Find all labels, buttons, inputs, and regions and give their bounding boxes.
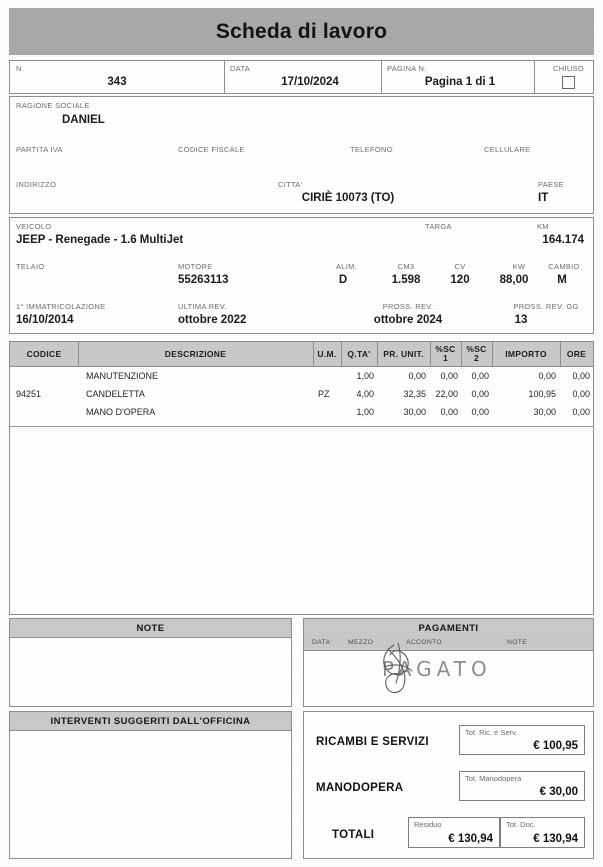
cell-descrizione: MANO D'OPERA xyxy=(86,407,156,417)
plate-label: TARGA xyxy=(425,222,452,231)
city-value: CIRIÈ 10073 (TO) xyxy=(301,192,395,204)
closed-checkbox[interactable] xyxy=(562,76,575,89)
cell-qta: 4,00 xyxy=(356,389,374,399)
parts-box-label: Tot. Ric. e Serv. xyxy=(465,728,518,737)
chassis-label: TELAIO xyxy=(16,262,45,271)
items-table-header xyxy=(10,342,593,367)
cell-qta: 1,00 xyxy=(356,407,374,417)
notes-content[interactable] xyxy=(16,643,285,702)
col-header-um: U.M. xyxy=(317,348,337,359)
cell-ore: 0,00 xyxy=(572,389,590,399)
header-divider-2 xyxy=(381,61,382,93)
cell-pr-unit: 0,00 xyxy=(408,371,426,381)
cell-pr-unit: 30,00 xyxy=(403,407,426,417)
cell-sc2: 0,00 xyxy=(471,371,489,381)
fiscal-code-label: CODICE FISCALE xyxy=(178,145,245,154)
cell-sc2: 0,00 xyxy=(471,389,489,399)
payments-title: PAGAMENTI xyxy=(304,619,593,638)
page-title: Scheda di lavoro xyxy=(215,19,388,43)
cm3-label: CM3 xyxy=(397,262,415,271)
page-number-label: PAGINA N. xyxy=(387,64,427,73)
table-row[interactable] xyxy=(10,367,593,385)
cell-importo: 0,00 xyxy=(538,371,556,381)
payments-col-deposit: ACCONTO xyxy=(406,639,442,646)
header-divider-1 xyxy=(224,61,225,93)
engine-label: MOTORE xyxy=(178,262,213,271)
col-header-qta: Q.TA' xyxy=(347,348,371,359)
cell-sc1: 22,00 xyxy=(435,389,458,399)
cell-descrizione: CANDELETTA xyxy=(86,389,145,399)
date-value: 17/10/2024 xyxy=(281,76,339,88)
engine-value: 55263113 xyxy=(178,274,229,286)
cell-ore: 0,00 xyxy=(572,371,590,381)
suggested-works-content[interactable] xyxy=(16,736,285,854)
totals-label: TOTALI xyxy=(332,829,375,841)
document-total-value: € 130,94 xyxy=(533,833,578,845)
cell-ore: 0,00 xyxy=(572,407,590,417)
document-total-box xyxy=(500,817,585,848)
residual-value: € 130,94 xyxy=(448,833,493,845)
address-label: INDIRIZZO xyxy=(16,180,57,189)
labour-label: MANODOPERA xyxy=(316,782,404,794)
number-value: 343 xyxy=(107,76,127,88)
gearbox-label: CAMBIO xyxy=(548,262,580,271)
first-registration-value: 16/10/2014 xyxy=(16,314,74,326)
cell-sc1: 0,00 xyxy=(440,371,458,381)
country-value: IT xyxy=(538,192,549,204)
page-number-value: Pagina 1 di 1 xyxy=(424,76,496,88)
document-title-banner xyxy=(9,8,594,55)
closed-label: CHIUSO xyxy=(553,64,584,73)
col-header-ore: ORE xyxy=(566,348,587,359)
kw-label: KW xyxy=(512,262,526,271)
colsep-2 xyxy=(313,342,314,366)
colsep-8 xyxy=(560,342,561,366)
next-revision-days-value: 13 xyxy=(514,314,528,326)
col-header-sc2: %SC 2 xyxy=(466,344,487,363)
suggested-works-title: INTERVENTI SUGGERITI DALL'OFFICINA xyxy=(10,712,291,731)
notes-section xyxy=(9,618,292,707)
phone-label: TELEFONO xyxy=(350,145,393,154)
cell-um: PZ xyxy=(318,389,330,399)
payments-section xyxy=(303,618,594,707)
cell-importo: 30,00 xyxy=(533,407,556,417)
date-label: DATA xyxy=(230,64,251,73)
vehicle-value: JEEP - Renegade - 1.6 MultiJet xyxy=(16,234,184,246)
last-revision-label: ULTIMA REV. xyxy=(178,302,227,311)
colsep-4 xyxy=(377,342,378,366)
cell-descrizione: MANUTENZIONE xyxy=(86,371,158,381)
company-value: DANIEL xyxy=(62,114,105,126)
vehicle-section xyxy=(9,217,594,334)
last-revision-value: ottobre 2022 xyxy=(178,314,247,326)
labour-total-box xyxy=(459,771,585,801)
labour-total-value: € 30,00 xyxy=(539,786,578,798)
number-label: N. xyxy=(16,64,25,73)
country-label: PAESE xyxy=(538,180,564,189)
header-strip xyxy=(9,60,594,94)
kw-value: 88,00 xyxy=(499,274,529,286)
km-label: KM xyxy=(537,222,549,231)
colsep-5 xyxy=(430,342,431,366)
first-registration-label: 1° IMMATRICOLAZIONE xyxy=(16,302,106,311)
next-revision-label: PROSS. REV. xyxy=(382,302,434,311)
parts-total-value: € 100,95 xyxy=(533,740,578,752)
colsep-7 xyxy=(492,342,493,366)
cell-sc1: 0,00 xyxy=(440,407,458,417)
cell-qta: 1,00 xyxy=(356,371,374,381)
km-value: 164.174 xyxy=(542,234,584,246)
gearbox-value: M xyxy=(557,274,567,286)
cell-importo: 100,95 xyxy=(528,389,556,399)
parts-total-box xyxy=(459,725,585,755)
col-header-sc1: %SC 1 xyxy=(435,344,456,363)
mobile-label: CELLULARE xyxy=(484,145,531,154)
col-header-pr-unit: PR. UNIT. xyxy=(383,348,424,359)
cv-value: 120 xyxy=(450,274,470,286)
cm3-value: 1.598 xyxy=(391,274,421,286)
totals-section xyxy=(303,711,594,859)
vehicle-label: VEICOLO xyxy=(16,222,52,231)
residual-box-label: Residuo xyxy=(414,820,442,829)
cell-sc2: 0,00 xyxy=(471,407,489,417)
suggested-works-section xyxy=(9,711,292,859)
colsep-6 xyxy=(461,342,462,366)
items-table xyxy=(9,341,594,615)
col-header-codice: CODICE xyxy=(26,348,62,359)
customer-section xyxy=(9,96,594,214)
vat-label: PARTITA IVA xyxy=(16,145,63,154)
items-rows-divider xyxy=(10,426,593,427)
table-row[interactable] xyxy=(10,403,593,421)
payments-col-note: NOTE xyxy=(507,639,528,646)
colsep-1 xyxy=(78,342,79,366)
residual-box xyxy=(408,817,500,848)
col-header-importo: IMPORTO xyxy=(505,348,547,359)
fuel-label: ALIM. xyxy=(336,262,358,271)
col-header-descrizione: DESCRIZIONE xyxy=(164,348,227,359)
payments-subheader xyxy=(304,637,593,651)
next-revision-days-label: PROSS. REV. GG xyxy=(513,302,579,311)
cell-codice: 94251 xyxy=(16,389,42,399)
next-revision-value: ottobre 2024 xyxy=(373,314,443,326)
labour-box-label: Tot. Manodopera xyxy=(465,774,522,783)
notes-title: NOTE xyxy=(10,619,291,638)
city-label: CITTA' xyxy=(278,180,303,189)
document-box-label: Tot. Doc. xyxy=(506,820,536,829)
paid-stamp: PAGATO xyxy=(382,657,492,681)
company-label: RAGIONE SOCIALE xyxy=(16,101,90,110)
fuel-value: D xyxy=(338,274,348,286)
colsep-3 xyxy=(341,342,342,366)
cell-pr-unit: 32,35 xyxy=(403,389,426,399)
header-divider-3 xyxy=(534,61,535,93)
table-row[interactable] xyxy=(10,385,593,403)
cv-label: CV xyxy=(454,262,466,271)
payments-col-date: DATA xyxy=(312,639,331,646)
parts-label: RICAMBI E SERVIZI xyxy=(316,736,429,748)
payments-col-method: MEZZO xyxy=(348,639,374,646)
